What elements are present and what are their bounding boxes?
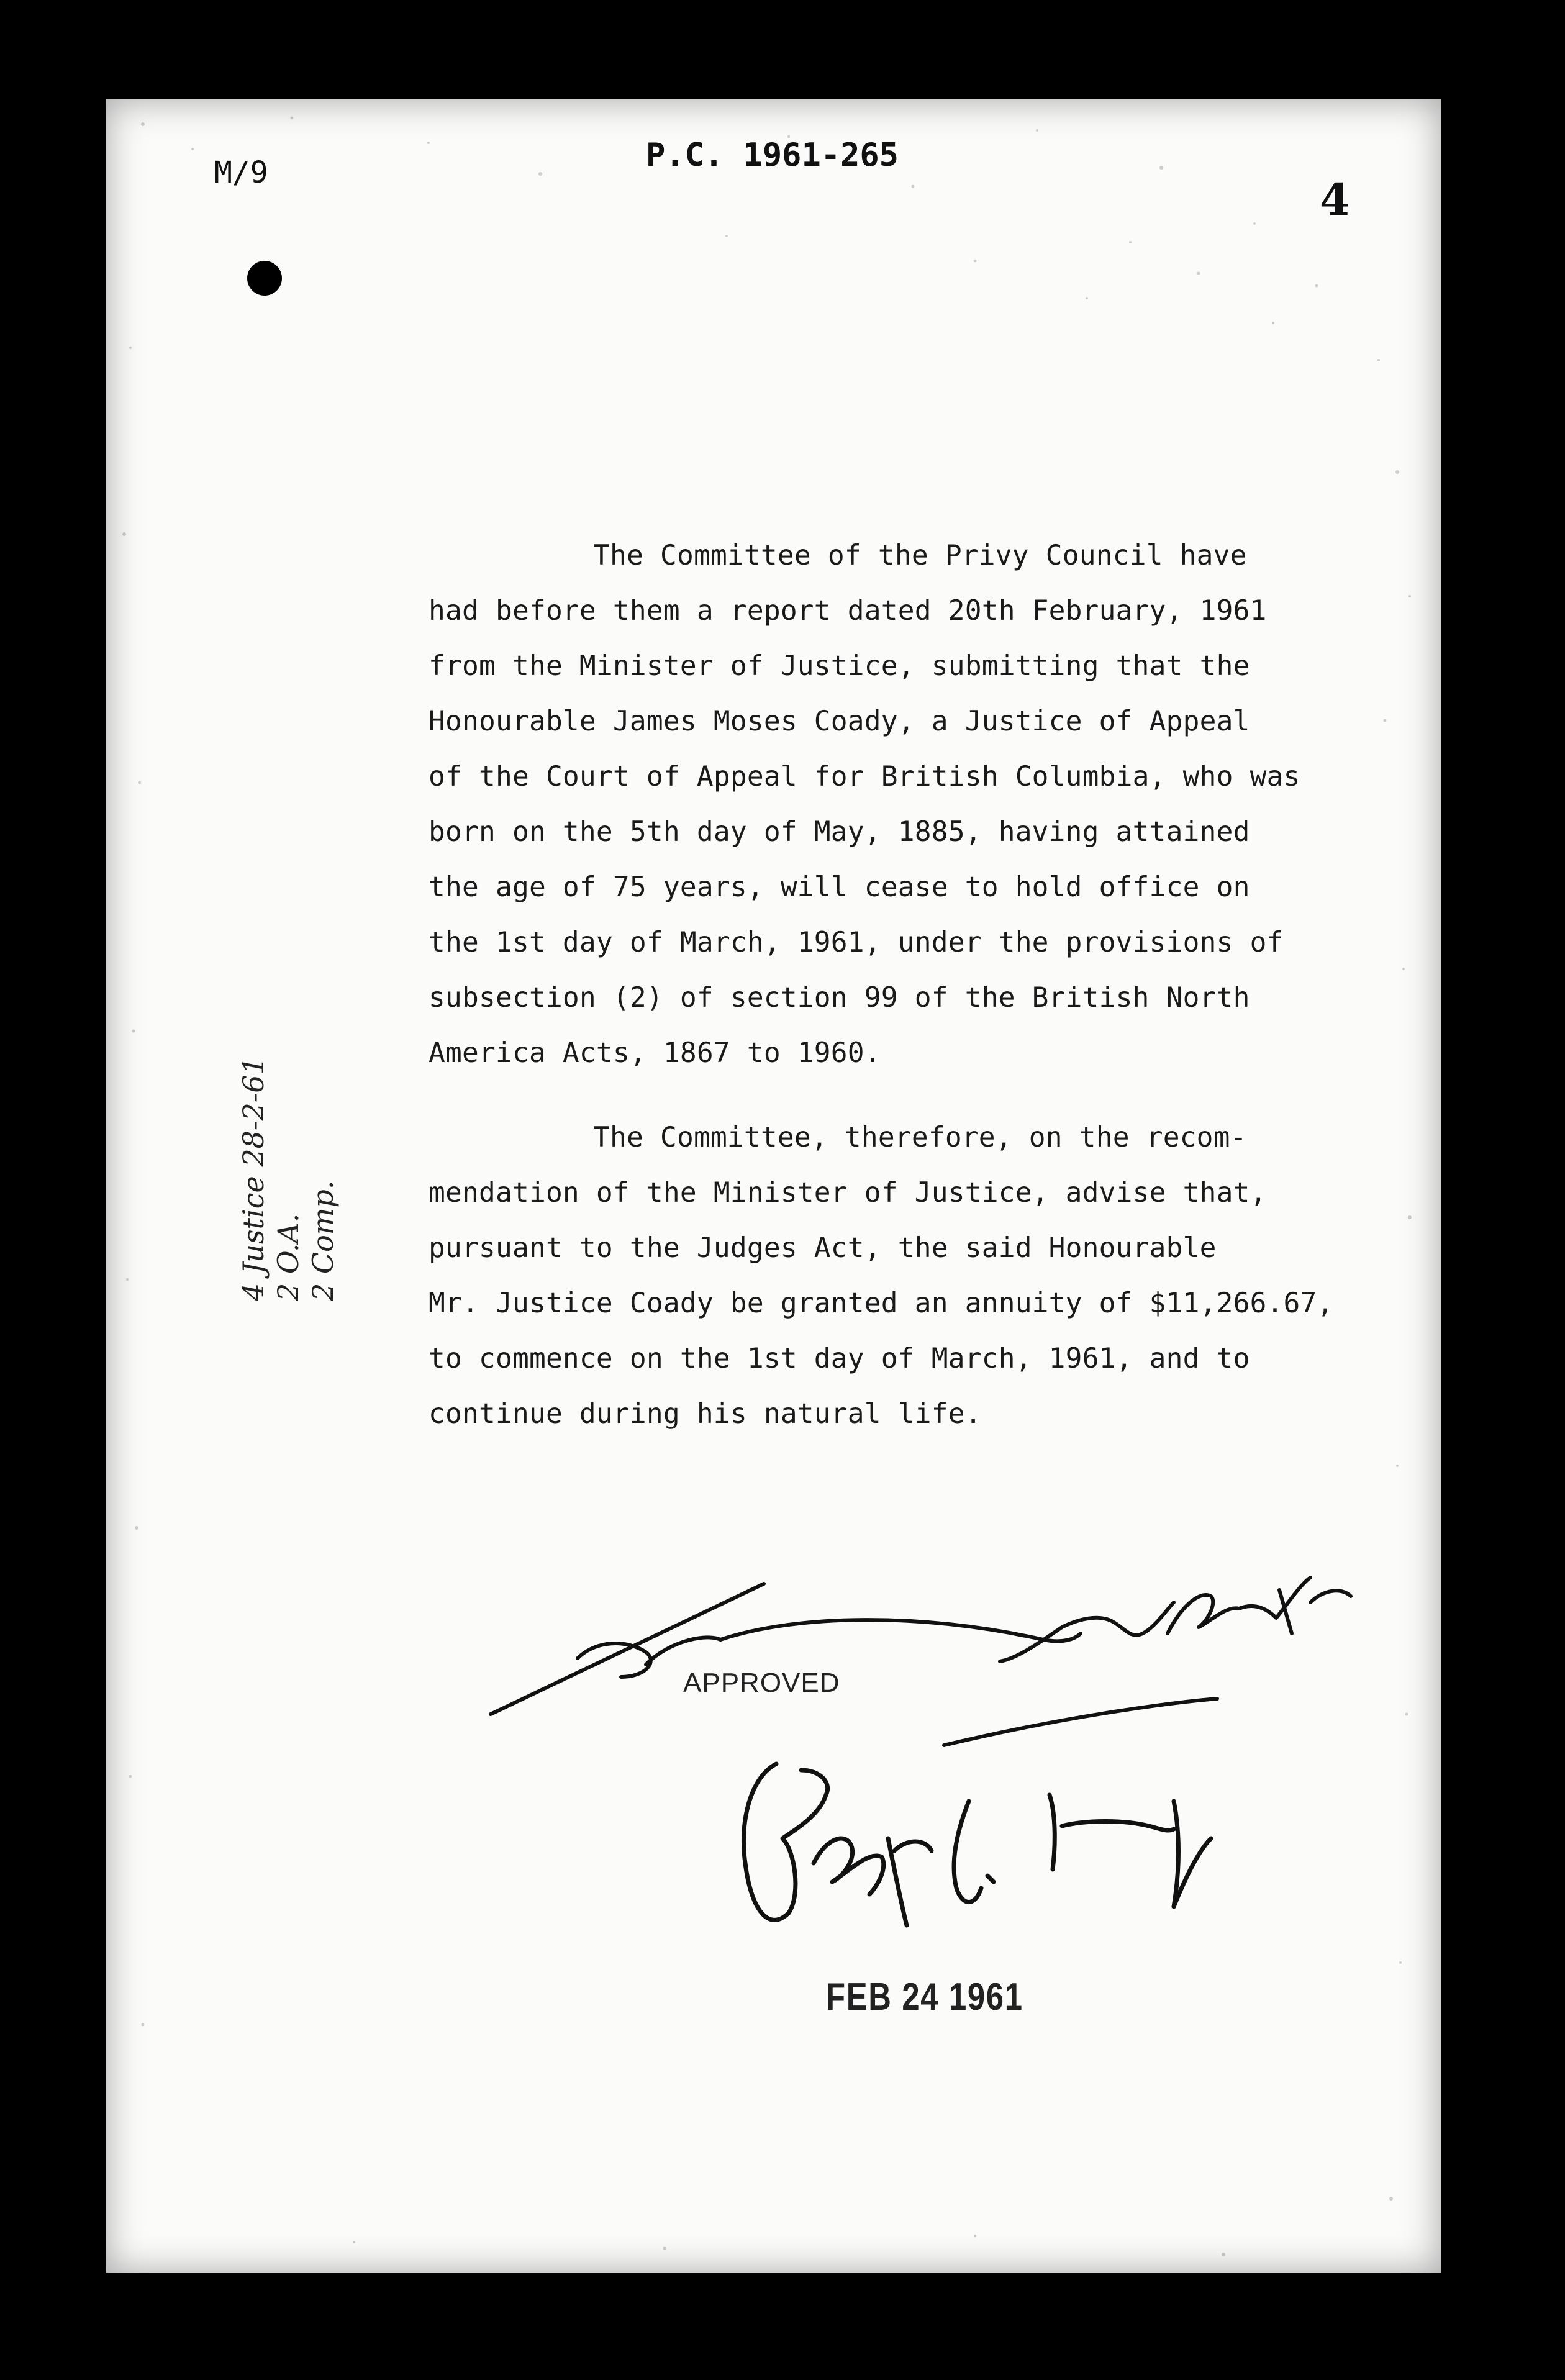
text-line: Honourable James Moses Coady, a Justice of Appeal [429, 706, 1250, 737]
text-line: from the Minister of Justice, submitting that the [429, 650, 1250, 682]
text-line: the age of 75 years, will cease to hold office on [429, 871, 1250, 903]
margin-note-line: 2 O.A. [271, 1213, 305, 1301]
order-in-council-number: P.C. 1961-265 [646, 137, 899, 174]
page-number: 4 [1320, 174, 1350, 225]
text-line: pursuant to the Judges Act, the said Honourable [429, 1232, 1217, 1264]
text-line: had before them a report dated 20th February, 1961 [429, 595, 1267, 627]
punch-hole [247, 261, 282, 296]
text-line: of the Court of Appeal for British Columbia, who was [429, 761, 1300, 793]
text-line: The Committee of the Privy Council have [593, 540, 1247, 571]
text-line: America Acts, 1867 to 1960. [429, 1037, 881, 1069]
text-line: Mr. Justice Coady be granted an annuity of $11,266.67, [429, 1288, 1334, 1319]
minister-signature [484, 1453, 1366, 1764]
text-line: continue during his natural life. [429, 1398, 982, 1430]
approved-label: APPROVED [683, 1668, 840, 1698]
text-line: to commence on the 1st day of March, 1961, and to [429, 1343, 1250, 1374]
file-reference: M/9 [214, 155, 268, 190]
paragraph-report [429, 528, 1441, 1081]
approval-date-stamp: FEB 24 1961 [826, 1976, 1023, 2019]
text-line: born on the 5th day of May, 1885, having attained [429, 816, 1250, 848]
text-line: the 1st day of March, 1961, under the provisions of [429, 927, 1284, 958]
text-line: subsection (2) of section 99 of the British North [429, 982, 1250, 1014]
paragraph-recommendation [429, 1110, 1441, 1442]
order-body [429, 528, 1441, 1442]
margin-note-line: 2 Comp. [306, 1180, 340, 1301]
handwritten-margin-note [236, 1056, 340, 1301]
margin-note-line: 4 Justice 28-2-61 [237, 1056, 270, 1301]
text-line: mendation of the Minister of Justice, advise that, [429, 1177, 1267, 1209]
document-page [106, 99, 1441, 2273]
text-line: The Committee, therefore, on the recom- [593, 1122, 1247, 1153]
governor-general-signature [702, 1727, 1261, 1975]
